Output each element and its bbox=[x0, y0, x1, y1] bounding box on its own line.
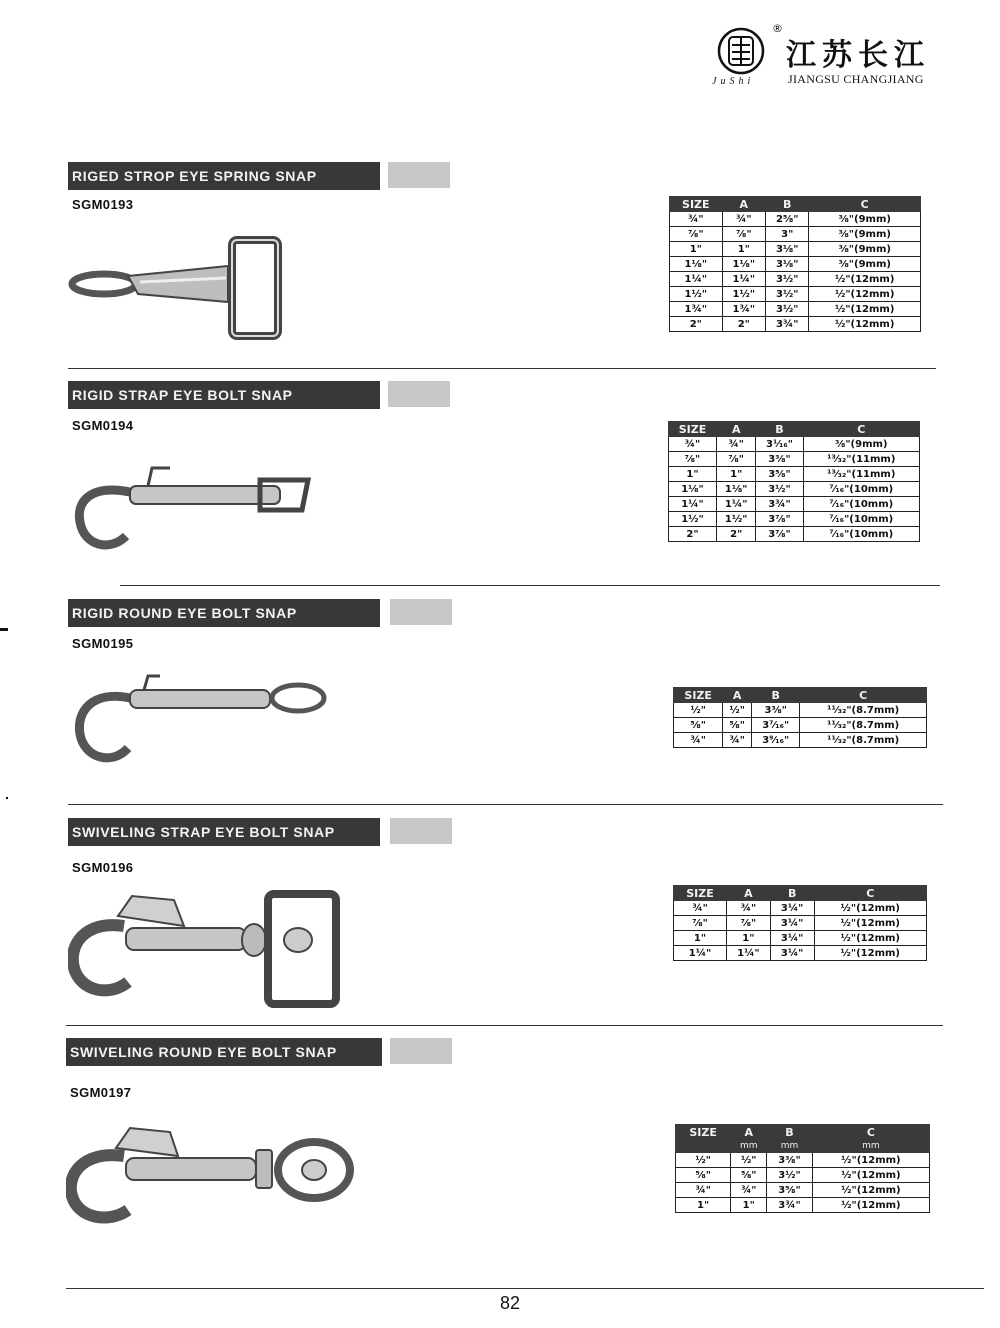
cell: ½"(12mm) bbox=[812, 1183, 929, 1198]
cell: 3⅜" bbox=[767, 1153, 813, 1168]
table-row bbox=[674, 733, 927, 748]
column-header: C bbox=[803, 422, 920, 437]
cell: ¾" bbox=[674, 901, 727, 916]
cell: ⁷⁄₁₆"(10mm) bbox=[803, 482, 920, 497]
cell: ¾" bbox=[676, 1183, 731, 1198]
cell: 3⅝" bbox=[756, 467, 803, 482]
swivel-strap-bolt-snap-image bbox=[68, 886, 348, 1010]
cell: ¾" bbox=[674, 733, 723, 748]
cell: 3¾" bbox=[767, 1198, 813, 1213]
company-logo bbox=[708, 20, 948, 100]
cell: 1¼" bbox=[716, 497, 756, 512]
unit-header: mm bbox=[731, 1140, 767, 1153]
cell: 3" bbox=[766, 227, 809, 242]
section-divider bbox=[68, 804, 943, 805]
spec-table bbox=[675, 1124, 930, 1213]
cell: ⅝" bbox=[731, 1168, 767, 1183]
cell: ¾" bbox=[716, 437, 756, 452]
cell: 3⅜" bbox=[756, 452, 803, 467]
round-eye-bolt-snap-image bbox=[70, 672, 330, 772]
column-header: A bbox=[727, 886, 771, 901]
cell: 1" bbox=[716, 467, 756, 482]
cell: 3⁹⁄₁₆" bbox=[752, 733, 800, 748]
column-header: A bbox=[723, 688, 752, 703]
product-code: SGM0193 bbox=[72, 197, 134, 212]
cell: ½"(12mm) bbox=[814, 931, 926, 946]
column-header: C bbox=[814, 886, 926, 901]
cell: 1¼" bbox=[722, 272, 765, 287]
section-title: RIGED STROP EYE SPRING SNAP bbox=[68, 162, 380, 190]
cell: ½"(12mm) bbox=[809, 272, 921, 287]
column-header: C bbox=[809, 197, 921, 212]
table-row bbox=[674, 946, 927, 961]
cell: 1¾" bbox=[722, 302, 765, 317]
column-header: SIZE bbox=[670, 197, 723, 212]
cell: ¹³⁄₃₂"(11mm) bbox=[803, 452, 920, 467]
table-row bbox=[670, 242, 921, 257]
cell: 1¼" bbox=[670, 272, 723, 287]
title-swatch bbox=[388, 162, 450, 188]
cell: ⅞" bbox=[674, 916, 727, 931]
cell: ½"(12mm) bbox=[814, 916, 926, 931]
cell: ½"(12mm) bbox=[809, 317, 921, 332]
table-row bbox=[670, 227, 921, 242]
cell: ¹¹⁄₃₂"(8.7mm) bbox=[800, 733, 927, 748]
title-swatch bbox=[388, 381, 450, 407]
table-row bbox=[669, 437, 920, 452]
cell: ½"(12mm) bbox=[814, 901, 926, 916]
table-row bbox=[669, 497, 920, 512]
cell: 1⅛" bbox=[716, 482, 756, 497]
cell: ⁷⁄₁₆"(10mm) bbox=[803, 497, 920, 512]
column-header: SIZE bbox=[674, 688, 723, 703]
table-row bbox=[670, 317, 921, 332]
table-row bbox=[674, 718, 927, 733]
cell: ⅞" bbox=[722, 227, 765, 242]
unit-header: mm bbox=[767, 1140, 813, 1153]
cell: ½"(12mm) bbox=[809, 287, 921, 302]
spec-table bbox=[673, 885, 927, 961]
cell: ¾" bbox=[722, 212, 765, 227]
cell: ½"(12mm) bbox=[812, 1153, 929, 1168]
table-row bbox=[676, 1183, 930, 1198]
title-swatch bbox=[390, 818, 452, 844]
cell: 1½" bbox=[716, 512, 756, 527]
cell: ¹¹⁄₃₂"(8.7mm) bbox=[800, 718, 927, 733]
table-row bbox=[670, 257, 921, 272]
table-row bbox=[670, 272, 921, 287]
jushi-seal-icon bbox=[716, 26, 766, 76]
product-code: SGM0197 bbox=[70, 1085, 132, 1100]
page-number: 82 bbox=[500, 1293, 521, 1313]
cell: ½"(12mm) bbox=[812, 1168, 929, 1183]
table-row bbox=[674, 901, 927, 916]
cell: 3¼" bbox=[770, 931, 814, 946]
cell: ⅜"(9mm) bbox=[809, 212, 921, 227]
table-row bbox=[670, 212, 921, 227]
cell: 3⅛" bbox=[766, 242, 809, 257]
cell: 1½" bbox=[669, 512, 717, 527]
product-code: SGM0194 bbox=[72, 418, 134, 433]
cell: 3½" bbox=[756, 482, 803, 497]
cell: 3½" bbox=[766, 272, 809, 287]
scan-mark bbox=[6, 797, 8, 799]
column-header: A bbox=[731, 1125, 767, 1140]
scan-mark bbox=[0, 628, 8, 631]
cell: ⁷⁄₁₆"(10mm) bbox=[803, 512, 920, 527]
cell: ⅞" bbox=[727, 916, 771, 931]
section-divider bbox=[120, 585, 940, 586]
column-header: C bbox=[800, 688, 927, 703]
cell: ¾" bbox=[723, 733, 752, 748]
product-code: SGM0195 bbox=[72, 636, 134, 651]
cell: 1" bbox=[731, 1198, 767, 1213]
table-row bbox=[676, 1168, 930, 1183]
column-header: C bbox=[812, 1125, 929, 1140]
cell: 3½" bbox=[766, 302, 809, 317]
cell: ⅞" bbox=[670, 227, 723, 242]
cell: 1⅛" bbox=[670, 257, 723, 272]
company-name-chinese: 江苏长江 bbox=[786, 38, 930, 73]
product-code: SGM0196 bbox=[72, 860, 134, 875]
section-title: RIGID ROUND EYE BOLT SNAP bbox=[68, 599, 380, 627]
column-header: A bbox=[722, 197, 765, 212]
cell: ⅝" bbox=[674, 718, 723, 733]
spring-snap-image bbox=[68, 232, 288, 342]
company-name-english: JIANGSU CHANGJIANG bbox=[788, 72, 924, 86]
cell: ¹³⁄₃₂"(11mm) bbox=[803, 467, 920, 482]
cell: ¾" bbox=[727, 901, 771, 916]
cell: ½" bbox=[731, 1153, 767, 1168]
cell: 1⅛" bbox=[669, 482, 717, 497]
cell: 1¼" bbox=[727, 946, 771, 961]
cell: 2" bbox=[670, 317, 723, 332]
cell: 1" bbox=[727, 931, 771, 946]
table-row bbox=[670, 287, 921, 302]
cell: ⅜"(9mm) bbox=[809, 242, 921, 257]
cell: 2" bbox=[716, 527, 756, 542]
column-header: B bbox=[756, 422, 803, 437]
cell: 3⁷⁄₁₆" bbox=[752, 718, 800, 733]
section-title: RIGID STRAP EYE BOLT SNAP bbox=[68, 381, 380, 409]
column-header: B bbox=[770, 886, 814, 901]
cell: ⅜"(9mm) bbox=[809, 227, 921, 242]
table-row bbox=[674, 703, 927, 718]
cell: ⅜"(9mm) bbox=[803, 437, 920, 452]
column-header: SIZE bbox=[676, 1125, 731, 1140]
table-row bbox=[669, 527, 920, 542]
cell: ¾" bbox=[669, 437, 717, 452]
cell: 3¾" bbox=[766, 317, 809, 332]
cell: 1¼" bbox=[669, 497, 717, 512]
spec-table bbox=[668, 421, 920, 542]
section-title: SWIVELING STRAP EYE BOLT SNAP bbox=[68, 818, 380, 846]
cell: ½"(12mm) bbox=[814, 946, 926, 961]
seal-text: JuShi bbox=[712, 76, 755, 87]
cell: 3¼" bbox=[770, 916, 814, 931]
cell: 1" bbox=[676, 1198, 731, 1213]
footer-divider bbox=[66, 1288, 984, 1289]
cell: 1" bbox=[669, 467, 717, 482]
cell: 3¼" bbox=[770, 946, 814, 961]
section-divider bbox=[66, 1025, 943, 1026]
cell: 3⅛" bbox=[766, 257, 809, 272]
cell: 1½" bbox=[722, 287, 765, 302]
cell: 3½" bbox=[767, 1168, 813, 1183]
column-header: B bbox=[752, 688, 800, 703]
column-header: A bbox=[716, 422, 756, 437]
cell: 2" bbox=[669, 527, 717, 542]
title-swatch bbox=[390, 599, 452, 625]
spec-table bbox=[673, 687, 927, 748]
cell: 2" bbox=[722, 317, 765, 332]
cell: 3⅞" bbox=[756, 512, 803, 527]
cell: ½" bbox=[674, 703, 723, 718]
column-header: B bbox=[766, 197, 809, 212]
table-row bbox=[669, 467, 920, 482]
cell: 3¼" bbox=[770, 901, 814, 916]
cell: 3⅜" bbox=[752, 703, 800, 718]
cell: ⅞" bbox=[716, 452, 756, 467]
column-header: SIZE bbox=[669, 422, 717, 437]
unit-header bbox=[676, 1140, 731, 1153]
cell: 1" bbox=[674, 931, 727, 946]
table-row bbox=[674, 916, 927, 931]
cell: 1¾" bbox=[670, 302, 723, 317]
cell: ⁷⁄₁₆"(10mm) bbox=[803, 527, 920, 542]
bolt-snap-image bbox=[70, 462, 320, 562]
cell: ¾" bbox=[731, 1183, 767, 1198]
cell: 1" bbox=[670, 242, 723, 257]
cell: ⅝" bbox=[723, 718, 752, 733]
unit-header: mm bbox=[812, 1140, 929, 1153]
table-row bbox=[676, 1198, 930, 1213]
cell: ⅝" bbox=[676, 1168, 731, 1183]
column-header: B bbox=[767, 1125, 813, 1140]
cell: ⅜"(9mm) bbox=[809, 257, 921, 272]
table-row bbox=[670, 302, 921, 317]
table-row bbox=[676, 1153, 930, 1168]
cell: ¹¹⁄₃₂"(8.7mm) bbox=[800, 703, 927, 718]
section-title: SWIVELING ROUND EYE BOLT SNAP bbox=[66, 1038, 382, 1066]
registered-mark: ® bbox=[772, 22, 783, 35]
cell: ½" bbox=[723, 703, 752, 718]
cell: 3¹⁄₁₆" bbox=[756, 437, 803, 452]
table-row bbox=[669, 452, 920, 467]
cell: ½"(12mm) bbox=[812, 1198, 929, 1213]
spec-table bbox=[669, 196, 921, 332]
table-row bbox=[674, 931, 927, 946]
table-row bbox=[669, 482, 920, 497]
swivel-round-bolt-snap-image bbox=[66, 1122, 356, 1228]
cell: ¾" bbox=[670, 212, 723, 227]
cell: ⅞" bbox=[669, 452, 717, 467]
table-row bbox=[669, 512, 920, 527]
cell: 3⅝" bbox=[767, 1183, 813, 1198]
section-divider bbox=[68, 368, 936, 369]
cell: 3¾" bbox=[756, 497, 803, 512]
cell: 3½" bbox=[766, 287, 809, 302]
cell: ½"(12mm) bbox=[809, 302, 921, 317]
cell: 3⅞" bbox=[756, 527, 803, 542]
cell: 1¼" bbox=[674, 946, 727, 961]
cell: 1" bbox=[722, 242, 765, 257]
title-swatch bbox=[390, 1038, 452, 1064]
cell: 1⅛" bbox=[722, 257, 765, 272]
column-header: SIZE bbox=[674, 886, 727, 901]
cell: 1½" bbox=[670, 287, 723, 302]
cell: ½" bbox=[676, 1153, 731, 1168]
cell: 2⅝" bbox=[766, 212, 809, 227]
